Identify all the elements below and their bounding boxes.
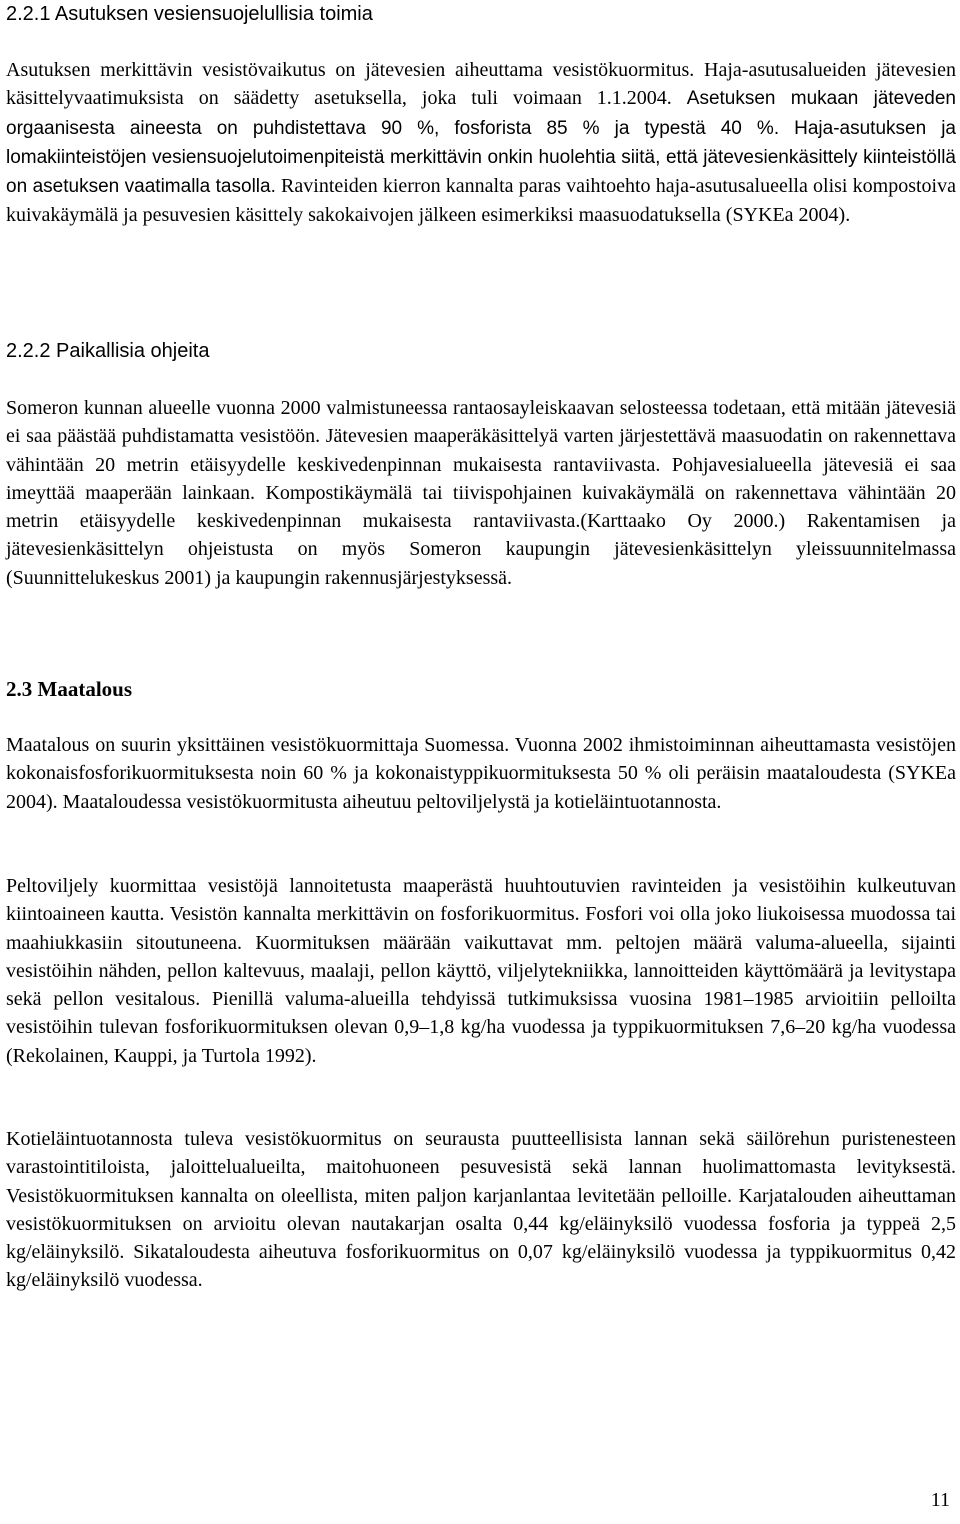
paragraph-asutus-sans: Asetuksen mukaan jäteveden orgaanisesta aineesta on puhdistettava 90 %, fosforista 85 % ja typestä 40 %. Haja-asutuksen ja lomakiinteistöjen vesiensuojelutoimenpiteistä merkittävin onkin huolehtia siitä, että jätevesienkäsittely kiinteistöllä on asetuksen vaatimalla tasolla.: [6, 88, 956, 198]
paragraph-maatalous-3: Kotieläintuotannosta tuleva vesistökuormitus on seurausta puutteellisista lannan sekä säilörehun puristenesteen varastointitiloista, jaloittelualueilta, maitohuoneen pesuvesistä sekä lannan huolimattomasta levityksestä. Vesistökuormituksen kannalta on oleellista, miten paljon karjanlantaa levitetään pelloille. Karjatalouden aiheuttaman vesistökuormituksen on arvioitu olevan nautakarjan osalta 0,44 kg/eläinyksilö vuodessa fosforia ja typpeä 2,5 kg/eläinyksilö. Sikataloudesta aiheutuva fosforikuormitus on 0,07 kg/eläinyksilö vuodessa ja typpikuormitus 0,42 kg/eläinyksilö vuodessa.: [6, 1128, 956, 1292]
section-heading-2-2-2: 2.2.2 Paikallisia ohjeita: [6, 340, 210, 362]
paragraph-paikallisia-ohjeita: Someron kunnan alueelle vuonna 2000 valmistuneessa rantaosayleiskaavan selosteessa todetaan, että mitään jätevesiä ei saa päästää puhdistamatta vesistöön. Jätevesien maaperäkäsittelyä varten järjestettävä maasuodatin on rakennettava vähintään 20 metrin etäisyydelle keskivedenpinnan mukaisesta rantaviivasta. Pohjavesialueella jätevesiä ei saa imeyttää maaperään lainkaan. Kompostikäymälä tai tiivispohjainen kuivakäymälä on rakennettava vähintään 20 metrin etäisyydelle keskivedenpinnan mukaisesta rantaviivasta.(Karttaako Oy 2000.) Rakentamisen ja jätevesienkäsittelyn ohjeistusta on myös Someron kaupungin jätevesienkäsittelyn yleissuunnitelmassa (Suunnittelukeskus 2001) ja kaupungin rakennusjärjestyksessä.: [6, 397, 956, 589]
paragraph-asutus-serif-2: Ravinteiden kierron kannalta paras vaihtoehto haja-asutusalueella olisi kompostoiva kuivakäymälä ja pesuvesien käsittely sakokaivojen jälkeen esimerkiksi maasuodatuksella (SYKEa 2004).: [6, 175, 956, 227]
paragraph-maatalous-2: Peltoviljely kuormittaa vesistöjä lannoitetusta maaperästä huuhtoutuvien ravinteiden ja vesistöihin kulkeutuvan kiintoaineen kautta. Vesistön kannalta merkittävin on fosforikuormitus. Fosfori voi olla joko liukoisessa muodossa tai maahiukkasiin sitoutuneena. Kuormituksen määrään vaikuttavat mm. peltojen määrä valuma-alueella, sijainti vesistöihin nähden, pellon kaltevuus, maalaji, pellon käyttö, viljelytekniikka, lannoitteiden käyttömäärä ja levitystapa sekä pellon vesitalous. Pienillä valuma-alueilla tehdyissä tutkimuksissa vuosina 1981–1985 arvioitiin pelloilta vesistöihin tulevan fosforikuormituksen olevan 0,9–1,8 kg/ha vuodessa ja typpikuormituksen 7,6–20 kg/ha vuodessa (Rekolainen, Kauppi, ja Turtola 1992).: [6, 875, 956, 1067]
section-heading-2-3: 2.3 Maatalous: [6, 677, 132, 701]
paragraph-asutus-serif: Asutuksen merkittävin vesistövaikutus on jätevesien aiheuttama vesistökuormitus. Haja-asutusalueiden jätevesien käsittelyvaatimuksista on säädetty asetuksella, joka tuli voimaan 1.1.2004.: [6, 59, 956, 110]
paragraph-maatalous-1: Maatalous on suurin yksittäinen vesistökuormittaja Suomessa. Vuonna 2002 ihmistoiminnan aiheuttamasta vesistöjen kokonaisfosforikuormituksesta noin 60 % ja kokonaistyppikuormituksesta 50 % oli peräisin maataloudesta (SYKEa 2004). Maataloudessa vesistökuormitusta aiheutuu peltoviljelystä ja kotieläintuotannosta.: [6, 734, 956, 813]
section-heading-2-2-1: 2.2.1 Asutuksen vesiensuojelullisia toimia: [6, 3, 373, 25]
paragraph-asutus: [6, 56, 956, 230]
page-number: 11: [930, 1489, 950, 1511]
